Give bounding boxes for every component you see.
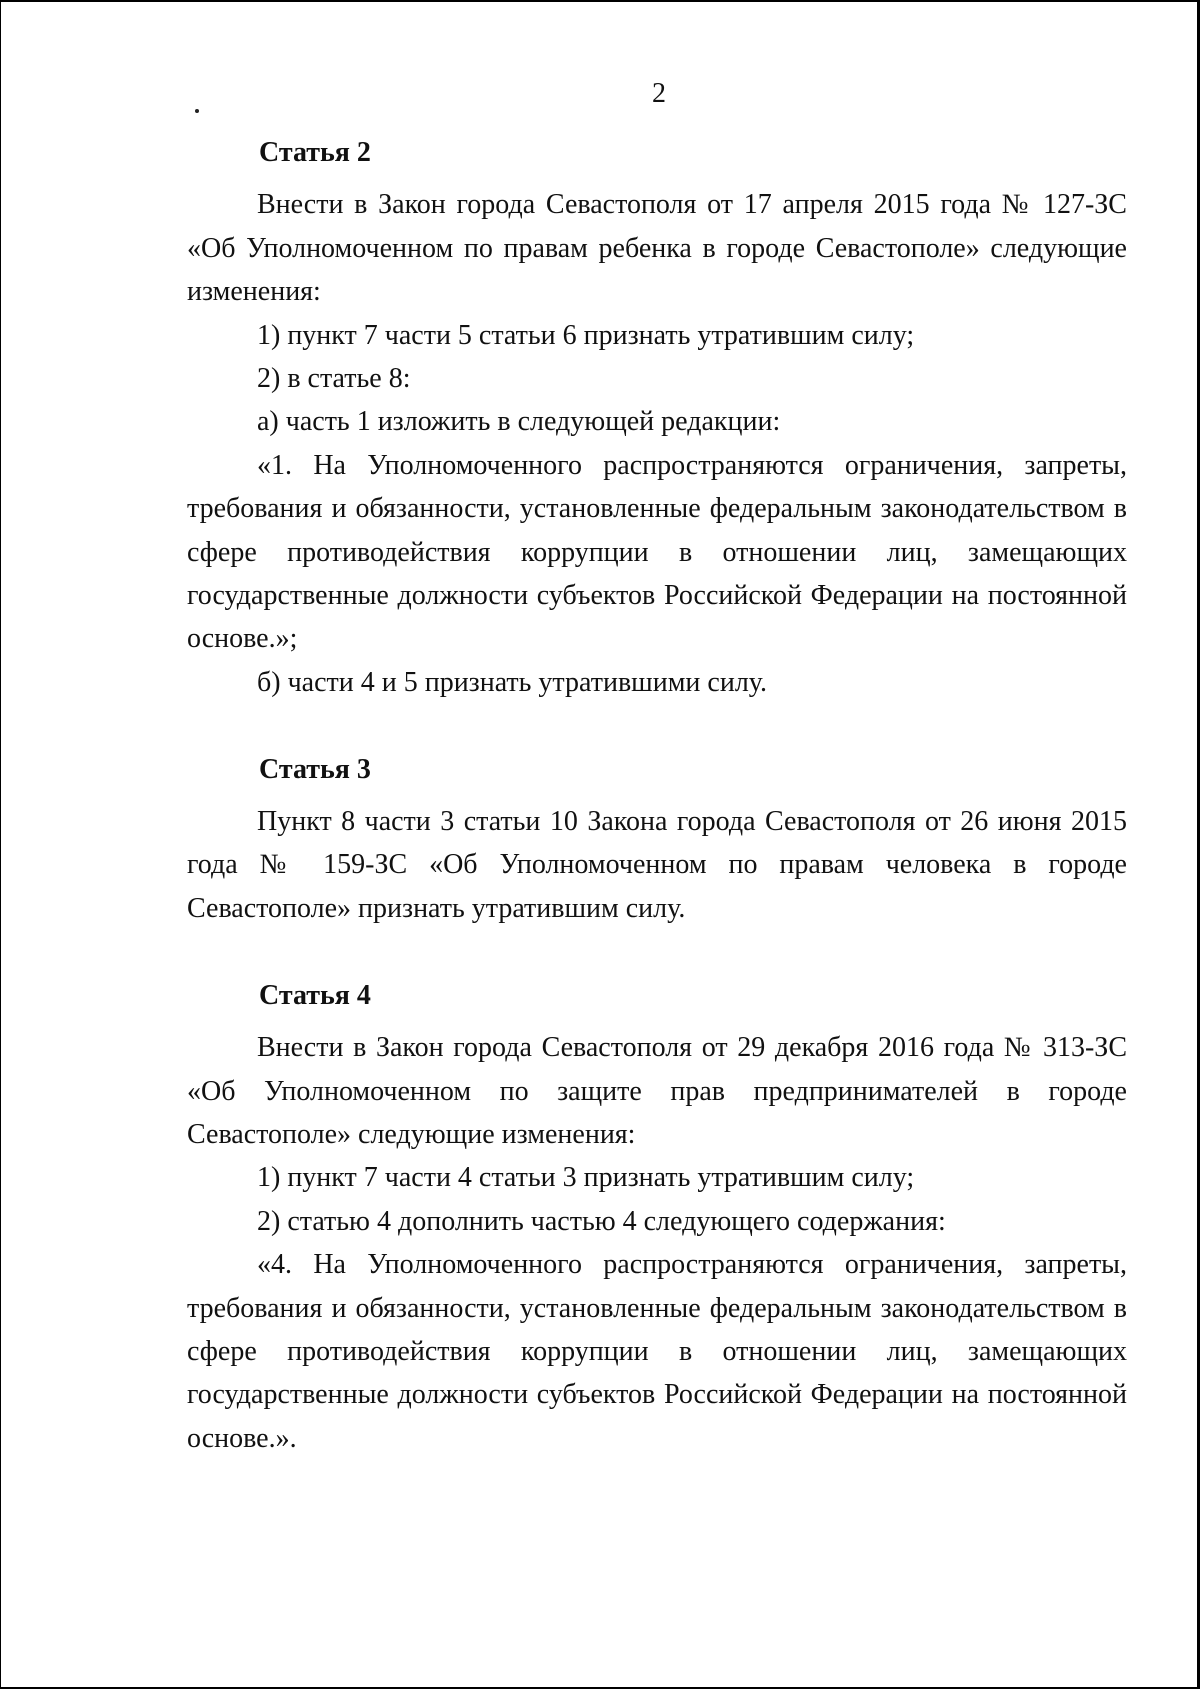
article-heading: Статья 3 [259, 753, 371, 785]
paragraph: 1) пункт 7 части 4 статьи 3 признать утратившим силу; [257, 1162, 915, 1194]
scan-artifact-dot [195, 109, 199, 113]
paragraph: «4. На Уполномоченного распространяются ограничения, запреты, требования и обязанности, установленные федеральным законодательством в сфере противодействия коррупции в отношении лиц, замещающих государственные должности субъектов Российской Федерации на постоянной основе.». [187, 1249, 1127, 1454]
article-4 [187, 974, 1127, 1460]
article-3 [187, 748, 1127, 931]
paragraph: Внести в Закон города Севастополя от 17 апреля 2015 года № 127-ЗС «Об Уполномоченном по правам ребенка в городе Севастополе» следующие изменения: [187, 189, 1127, 308]
paragraph: Внести в Закон города Севастополя от 29 декабря 2016 года № 313-ЗС «Об Уполномоченном по защите прав предпринимателей в городе Севастополе» следующие изменения: [187, 1032, 1127, 1150]
document-body [187, 131, 1127, 1460]
paragraph: 2) статью 4 дополнить частью 4 следующего содержания: [257, 1205, 946, 1237]
paragraph: Пункт 8 части 3 статьи 10 Закона города Севастополя от 26 июня 2015 года № 159-ЗС «Об Уполномоченном по правам человека в городе Севастополе» признать утратившим силу. [187, 806, 1127, 924]
article-2 [187, 131, 1127, 704]
article-heading: Статья 2 [259, 137, 371, 168]
paragraph: а) часть 1 изложить в следующей редакции: [257, 406, 781, 438]
article-heading: Статья 4 [259, 979, 371, 1011]
paragraph: б) части 4 и 5 признать утратившими силу. [257, 666, 767, 698]
page-number: 2 [652, 78, 666, 109]
paragraph: 1) пункт 7 части 5 статьи 6 признать утратившим силу; [257, 319, 915, 351]
paragraph: «1. На Уполномоченного распространяются ограничения, запреты, требования и обязанности, установленные федеральным законодательством в сфере противодействия коррупции в отношении лиц, замещающих государственные должности субъектов Российской Федерации на постоянной основе.»; [187, 449, 1127, 655]
paragraph: 2) в статье 8: [257, 363, 411, 395]
